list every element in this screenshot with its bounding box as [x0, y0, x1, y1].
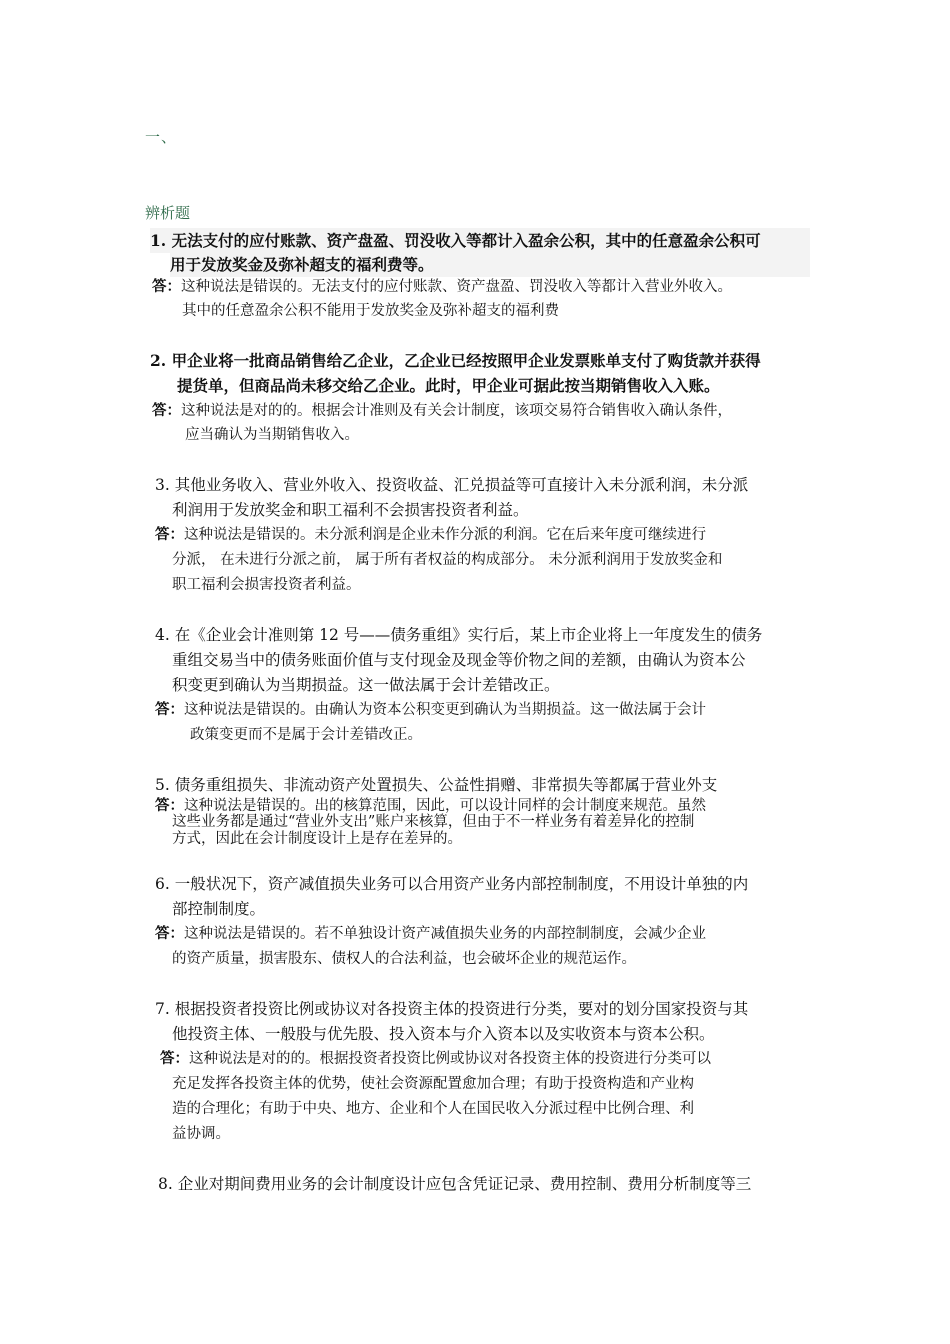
heading-number: 一、 [145, 128, 178, 146]
answer-text-line: 职工福利会损害投资者利益。 [172, 577, 361, 593]
question-text-line: 积变更到确认为当期损益。这一做法属于会计差错改正。 [172, 676, 560, 694]
question-text-line: 6. 一般状况下，资产减值损失业务可以合用资产业务内部控制制度，不用设计单独的内 [155, 875, 749, 893]
answer-text-line: 这种说法是对的的。根据会计准则及有关会计制度，该项交易符合销售收入确认条件， [181, 403, 732, 419]
answer-text-line: 方式，因此在会计制度设计上是存在差异的。 [172, 831, 462, 847]
answer-label: 答：这种说法是错误的。未分派利润是企业未作分派的利润。它在后来年度可继续进行 [155, 526, 706, 543]
answer-text-line: 造的合理化；有助于中央、地方、企业和个人在国民收入分派过程中比例合理、利 [172, 1101, 694, 1117]
answer-label: 答：这种说法是错误的。若不单独设计资产减值损失业务的内部控制制度，会减少企业 [155, 925, 706, 942]
answer-text-line: 这种说法是错误的。由确认为资本公积变更到确认为当期损益。这一做法属于会计 [184, 702, 706, 718]
answer-label: 答：这种说法是错误的。由确认为资本公积变更到确认为当期损益。这一做法属于会计 [155, 701, 706, 718]
question-text-line: 重组交易当中的债务账面价值与支付现金及现金等价物之间的差额，由确认为资本公 [172, 651, 746, 669]
answer-text-line: 这种说法是错误的。若不单独设计资产减值损失业务的内部控制制度，会减少企业 [184, 926, 706, 942]
question-text-line: 1. 无法支付的应付账款、资产盘盈、罚没收入等都计入盈余公积，其中的任意盈余公积可 [150, 228, 810, 253]
answer-text-line: 这种说法是错误的。出的核算范围，因此，可以设计同样的会计制度来规范。虽然 [184, 798, 706, 814]
answer-text-line: 其中的任意盈余公积不能用于发放奖金及弥补超支的福利费 [182, 303, 559, 319]
answer-label: 答：这种说法是对的的。根据会计准则及有关会计制度，该项交易符合销售收入确认条件， [152, 402, 732, 419]
question-text-line: 部控制制度。 [172, 900, 266, 918]
question-text-line: 7. 根据投资者投资比例或协议对各投资主体的投资进行分类，要对的划分国家投资与其 [155, 1000, 749, 1018]
answer-text-line: 应当确认为当期销售收入。 [185, 427, 359, 443]
question-text-line: 提货单，但商品尚未移交给乙企业。此时，甲企业可据此按当期销售收入入账。 [177, 376, 720, 395]
answer-text-line: 充足发挥各投资主体的优势，使社会资源配置愈加合理；有助于投资构造和产业构 [172, 1076, 694, 1092]
question-text-line: 利润用于发放奖金和职工福利不会损害投资者利益。 [172, 501, 529, 519]
answer-label: 答：这种说法是错误的。无法支付的应付账款、资产盘盈、罚没收入等都计入营业外收入。 [152, 278, 732, 295]
answer-text-line: 政策变更而不是属于会计差错改正。 [190, 727, 422, 743]
question-text-line: 8. 企业对期间费用业务的会计制度设计应包含凭证记录、费用控制、费用分析制度等三 [158, 1175, 752, 1193]
question-text-line: 4. 在《企业会计准则第 12 号——债务重组》实行后，某上市企业将上一年度发生的债务 [155, 626, 763, 644]
answer-label: 答：这种说法是对的的。根据投资者投资比例或协议对各投资主体的投资进行分类可以 [160, 1050, 711, 1067]
question-text-line: 用于发放奖金及弥补超支的福利费等。 [170, 252, 810, 277]
answer-text-line: 分派， 在未进行分派之前， 属于所有者权益的构成部分。 未分派利润用于发放奖金和 [172, 552, 723, 568]
answer-text-line: 这种说法是对的的。根据投资者投资比例或协议对各投资主体的投资进行分类可以 [189, 1051, 711, 1067]
question-text-line: 2. 甲企业将一批商品销售给乙企业，乙企业已经按照甲企业发票账单支付了购货款并获得 [150, 351, 761, 370]
question-text-line: 3. 其他业务收入、营业外收入、投资收益、汇兑损益等可直接计入未分派利润，未分派 [155, 476, 749, 494]
answer-label: 答：这种说法是错误的。出的核算范围，因此，可以设计同样的会计制度来规范。虽然 [155, 797, 706, 814]
question-text-line: 5. 债务重组损失、非流动资产处置损失、公益性捐赠、非常损失等都属于营业外支 [155, 776, 718, 794]
question-text-line: 他投资主体、一般股与优先股、投入资本与介入资本以及实收资本与资本公积。 [172, 1025, 715, 1043]
answer-text-line: 这种说法是错误的。未分派利润是企业未作分派的利润。它在后来年度可继续进行 [184, 527, 706, 543]
answer-text-line: 益协调。 [172, 1126, 230, 1142]
answer-text-line: 的资产质量，损害股东、债权人的合法利益，也会破坏企业的规范运作。 [172, 951, 636, 967]
answer-text-line: 这些业务都是通过“营业外支出”账户来核算，但由于不一样业务有着差异化的控制 [172, 814, 695, 830]
section-title: 辨析题 [145, 204, 191, 222]
answer-text-line: 这种说法是错误的。无法支付的应付账款、资产盘盈、罚没收入等都计入营业外收入。 [181, 279, 732, 295]
